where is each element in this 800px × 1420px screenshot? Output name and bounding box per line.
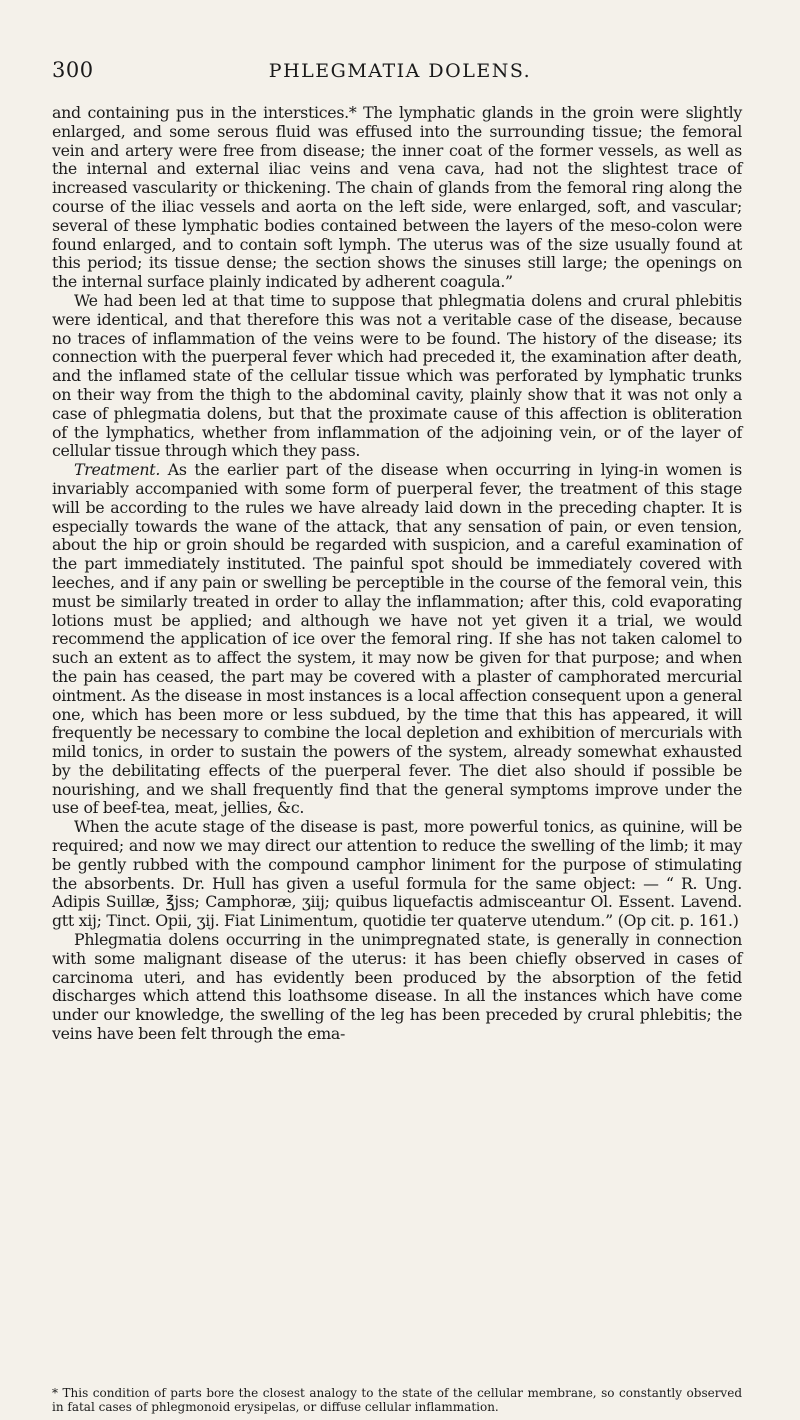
paragraph-autopsy: and containing pus in the interstices.* The lymphatic glands in the groin were slightly enlarged, and some serous fluid was effused into the surrounding tissue; the femoral vein and artery were free from disease; the inner coat of the former vessels, as well as the internal and external iliac veins and vena cava, had not the slightest trace of increased vascularity or thickening. The chain of glands from the femoral ring along the course of the iliac vessels and aorta on the left side, were enlarged, soft, and vascular; several of these lymphatic bodies contained between the layers of the meso-colon were found enlarged, and to contain soft lymph. The uterus was of the size usually found at this period; its tissue dense; the section shows the sinuses still large; the openings on the internal surface plainly indicated by adherent coagula.”: [52, 103, 742, 292]
paragraph-unimpregnated: Phlegmatia dolens occurring in the unimpregnated state, is generally in connection with some malignant disease of the uterus: it has been chiefly observed in cases of carcinoma uteri, and has evidently been produced by the absorption of the fetid discharges which attend this loathsome disease. In all the instances which have come under our knowledge, the swelling of the leg has been preceded by crural phlebitis; the veins have been felt through the ema-: [52, 930, 742, 1044]
body-text: [52, 104, 742, 1044]
treatment-heading: Treatment.: [74, 460, 161, 480]
paragraph-treatment: [52, 461, 742, 818]
page-number: 300: [52, 58, 94, 82]
paragraph-discussion: We had been led at that time to suppose that phlegmatia dolens and crural phlebitis were identical, and that therefore this was not a veritable case of the disease, because no traces of inflammation of the veins were to be found. The history of the disease; its connection with the puerperal fever which had preceded it, the examination after death, and the inflamed state of the cellular tissue which was perforated by lymphatic trunks on their way from the thigh to the abdominal cavity, plainly show that it was not only a case of phlegmatia dolens, but that the proximate cause of this affection is obliteration of the lymphatics, whether from inflammation of the adjoining vein, or of the layer of cellular tissue through which they pass.: [52, 290, 742, 461]
paragraph-acute-stage: When the acute stage of the disease is past, more powerful tonics, as quinine, will be required; and now we may direct our attention to reduce the swelling of the limb; it may be gently rubbed with the compound camphor liniment for the purpose of stimulating the absorbents. Dr. Hull has given a useful formula for the same object: — “ R. Ung. Adipis Suillæ, ℥jss; Camphoræ, ʒiij; quibus liquefactis admisceantur Ol. Essent. Lavend. gtt xij; Tinct. Opii, ʒij. Fiat Linimentum, quotidie ter quaterve utendum.” (Op cit. p. 161.): [52, 817, 742, 931]
footnote: * This condition of parts bore the closest analogy to the state of the cellular membrane, so constantly observed in fatal cases of phlegmonoid erysipelas, or diffuse cellular inflammation.: [52, 1386, 742, 1414]
running-title: PHLEGMATIA DOLENS.: [268, 60, 532, 82]
treatment-text: As the earlier part of the disease when occurring in lying-in women is invariably accompanied with some form of puerperal fever, the treatment of this stage will be according to the rules we have already laid down in the preceding chapter. It is especially towards the wane of the attack, that any sensation of pain, or even tension, about the hip or groin should be regarded with suspicion, and a careful examination of the part immediately instituted. The painful spot should be immediately covered with leeches, and if any pain or swelling be perceptible in the course of the femoral vein, this must be similarly treated in order to allay the inflammation; after this, cold evaporating lotions must be applied; and although we have not yet given it a trial, we would recommend the application of ice over the femoral ring. If she has not taken calomel to such an extent as to affect the system, it may now be given for that purpose; and when the pain has ceased, the part may be covered with a plaster of camphorated mercurial ointment. As the disease in most instances is a local affection consequent upon a general one, which has been more or less subdued, by the time that this has appeared, it will frequently be necessary to combine the local depletion and exhibition of mercurials with mild tonics, in order to sustain the powers of the system, already somewhat exhausted by the debilitating effects of the puerperal fever. The diet also should if possible be nourishing, and we shall frequently find that the general symptoms improve under the use of beef-tea, meat, jellies, &c.: [52, 460, 742, 818]
